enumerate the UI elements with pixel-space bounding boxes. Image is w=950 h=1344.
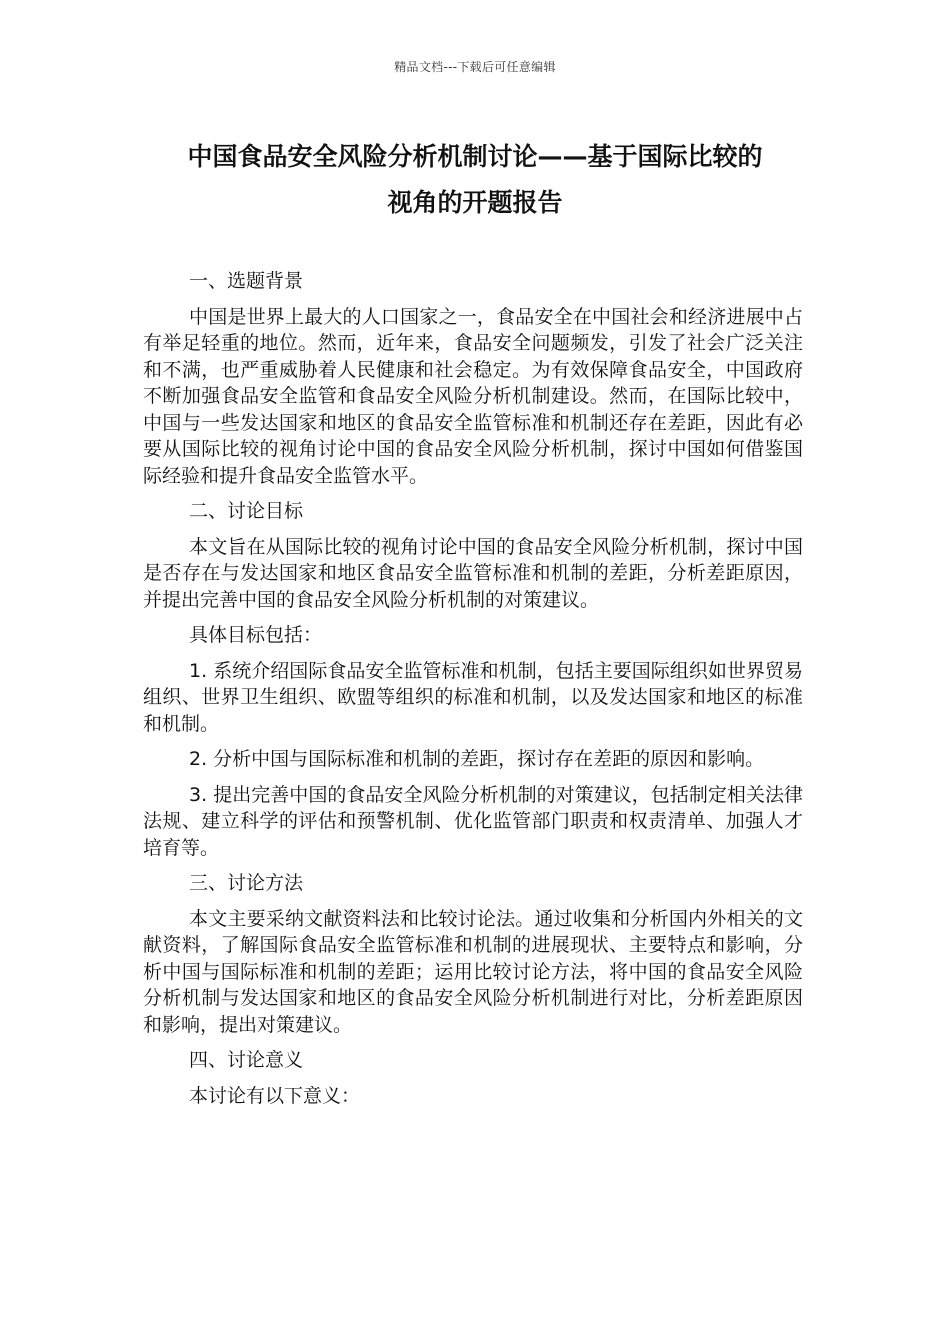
section-heading-significance: 四、讨论意义 <box>189 1049 304 1071</box>
paragraph-methods: 本文主要采纳文献资料法和比较讨论法。通过收集和分析国内外相关的文献资料，了解国际食品安全监管标准和机制的进展现状、主要特点和影响，分析中国与国际标准和机制的差距；运用比较讨论方法，将中国的食品安全风险分析机制与发达国家和地区的食品安全风险分析机制进行对比，分析差距原因和影响，提出对策建议。 <box>143 907 803 1036</box>
section-heading-background: 一、选题背景 <box>189 270 304 292</box>
document-title <box>130 134 820 226</box>
list-item-goal-3: 3. 提出完善中国的食品安全风险分析机制的对策建议，包括制定相关法律法规、建立科学的评估和预警机制、优化监管部门职责和权责清单、加强人才培育等。 <box>143 783 803 859</box>
list-item-goal-1: 1. 系统介绍国际食品安全监管标准和机制，包括主要国际组织如世界贸易组织、世界卫生组织、欧盟等组织的标准和机制，以及发达国家和地区的标准和机制。 <box>143 659 803 735</box>
title-line-2: 视角的开题报告 <box>387 188 563 217</box>
document-body <box>143 268 803 1118</box>
header-note: 精品文档---下载后可任意编辑 <box>394 60 556 74</box>
paragraph-objectives: 本文旨在从国际比较的视角讨论中国的食品安全风险分析机制，探讨中国是否存在与发达国家和地区食品安全监管标准和机制的差距，分析差距原因，并提出完善中国的食品安全风险分析机制的对策建议。 <box>143 535 803 611</box>
paragraph-significance: 本讨论有以下意义： <box>189 1084 361 1107</box>
section-heading-objectives: 二、讨论目标 <box>189 500 304 522</box>
paragraph-background: 中国是世界上最大的人口国家之一，食品安全在中国社会和经济进展中占有举足轻重的地位。然而，近年来，食品安全问题频发，引发了社会广泛关注和不满，也严重威胁着人民健康和社会稳定。为有效保障食品安全，中国政府不断加强食品安全监管和食品安全风险分析机制建设。然而，在国际比较中，中国与一些发达国家和地区的食品安全监管标准和机制还存在差距，因此有必要从国际比较的视角讨论中国的食品安全风险分析机制，探讨中国如何借鉴国际经验和提升食品安全监管水平。 <box>143 305 803 487</box>
list-item-goal-2: 2. 分析中国与国际标准和机制的差距，探讨存在差距的原因和影响。 <box>189 748 765 770</box>
title-line-1: 中国食品安全风险分析机制讨论——基于国际比较的 <box>187 142 763 171</box>
paragraph-specific-goals: 具体目标包括： <box>189 624 323 646</box>
section-heading-methods: 三、讨论方法 <box>189 872 304 894</box>
